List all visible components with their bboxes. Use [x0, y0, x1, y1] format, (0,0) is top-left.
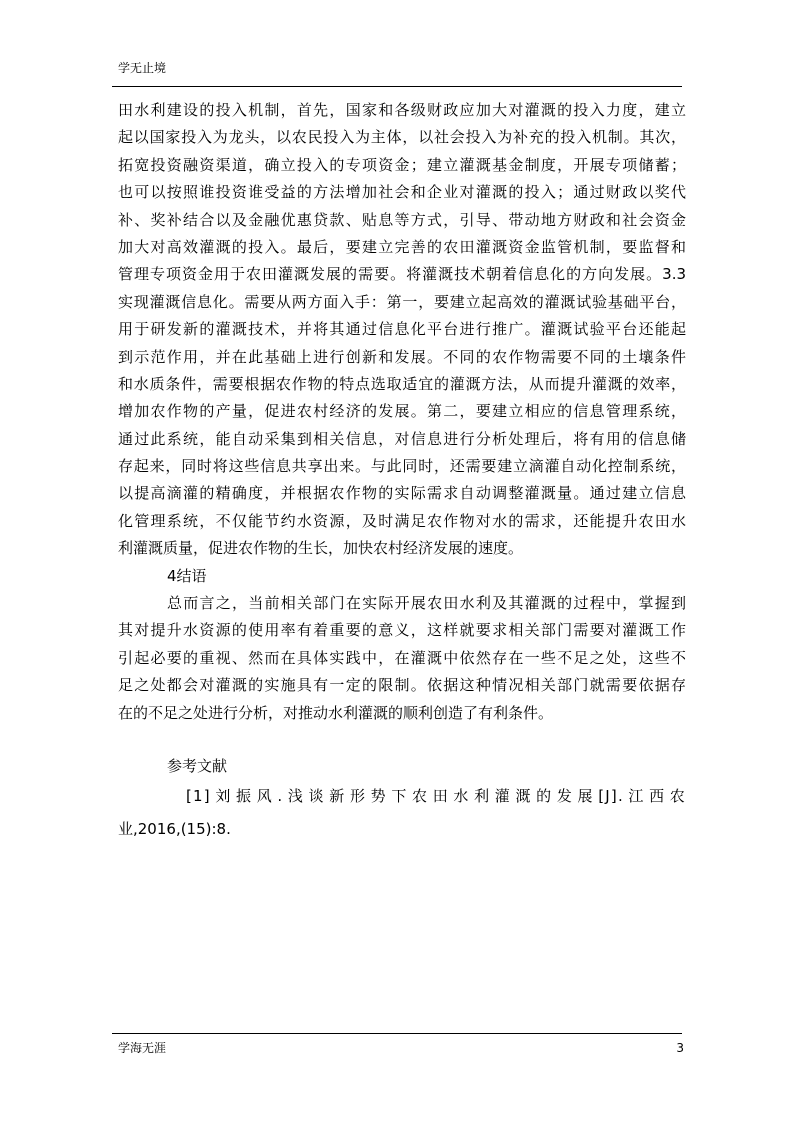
text-line: 和水质条件，需要根据农作物的特点选取适宜的灌溉方法，从而提升灌溉的效率， [118, 374, 686, 393]
text-line: 增加农作物的产量，促进农村经济的发展。第二，要建立相应的信息管理系统， [118, 402, 686, 421]
blank-line [118, 727, 686, 753]
text-line: 通过此系统，能自动采集到相关信息，对信息进行分析处理后，将有用的信息储 [118, 429, 686, 448]
section-heading: 4结语 [167, 566, 207, 585]
footer-rule [112, 1033, 682, 1034]
text-line: 引起必要的重视、然而在具体实践中，在灌溉中依然存在一些不足之处，这些不 [118, 648, 686, 667]
text-line: 到示范作用，并在此基础上进行创新和发展。不同的农作物需要不同的土壤条件 [118, 347, 686, 366]
text-line: 用于研发新的灌溉技术，并将其通过信息化平台进行推广。灌溉试验平台还能起 [118, 320, 686, 339]
text-line: 补、奖补结合以及金融优惠贷款、贴息等方式，引导、带动地方财政和社会资金 [118, 210, 686, 229]
reference-item [118, 780, 686, 846]
text-line: 在的不足之处进行分析，对推动水利灌溉的顺利创造了有利条件。 [118, 703, 554, 722]
text-line: 存起来，同时将这些信息共享出来。与此同时，还需要建立滴灌自动化控制系统， [118, 457, 686, 476]
text-line: 起以国家投入为龙头，以农民投入为主体，以社会投入为补充的投入机制。其次， [118, 128, 686, 147]
text-line: 其对提升水资源的使用率有着重要的意义，这样就要求相关部门需要对灌溉工作 [118, 621, 686, 640]
paragraph-2 [118, 590, 686, 727]
reference-line: [1]刘振风.浅谈新形势下农田水利灌溉的发展[J].江西农 [186, 787, 686, 806]
text-line: 总而言之，当前相关部门在实际开展农田水利及其灌溉的过程中，掌握到 [167, 594, 686, 613]
header-rule [112, 86, 682, 87]
reference-line: 业,2016,(15):8. [118, 820, 231, 839]
text-line: 以提高滴灌的精确度，并根据农作物的实际需求自动调整灌溉量。通过建立信息 [118, 484, 686, 503]
body-content [118, 97, 686, 846]
text-line: 田水利建设的投入机制，首先，国家和各级财政应加大对灌溉的投入力度，建立 [118, 101, 686, 119]
page-header-text: 学无止境 [118, 61, 167, 75]
text-line: 也可以按照谁投资谁受益的方法增加社会和企业对灌溉的投入；通过财政以奖代 [118, 183, 686, 202]
text-line: 拓宽投资融资渠道，确立投入的专项资金；建立灌溉基金制度，开展专项储蓄； [118, 155, 686, 174]
references-heading: 参考文献 [167, 756, 228, 775]
text-line: 足之处都会对灌溉的实施具有一定的限制。依据这种情况相关部门就需要依据存 [118, 676, 686, 695]
text-line: 加大对高效灌溉的投入。最后，要建立完善的农田灌溉资金监管机制，要监督和 [118, 237, 686, 256]
page-number: 3 [676, 1041, 684, 1055]
text-line: 管理专项资金用于农田灌溉发展的需要。将灌溉技术朝着信息化的方向发展。3.3 [118, 265, 686, 284]
paragraph-1 [118, 97, 686, 563]
text-line: 实现灌溉信息化。需要从两方面入手：第一，要建立起高效的灌溉试验基础平台， [118, 292, 686, 311]
text-line: 化管理系统，不仅能节约水资源，及时满足农作物对水的需求，还能提升农田水 [118, 511, 686, 530]
text-line: 利灌溉质量，促进农作物的生长，加快农村经济发展的速度。 [118, 539, 524, 558]
page-footer-text: 学海无涯 [118, 1041, 167, 1055]
